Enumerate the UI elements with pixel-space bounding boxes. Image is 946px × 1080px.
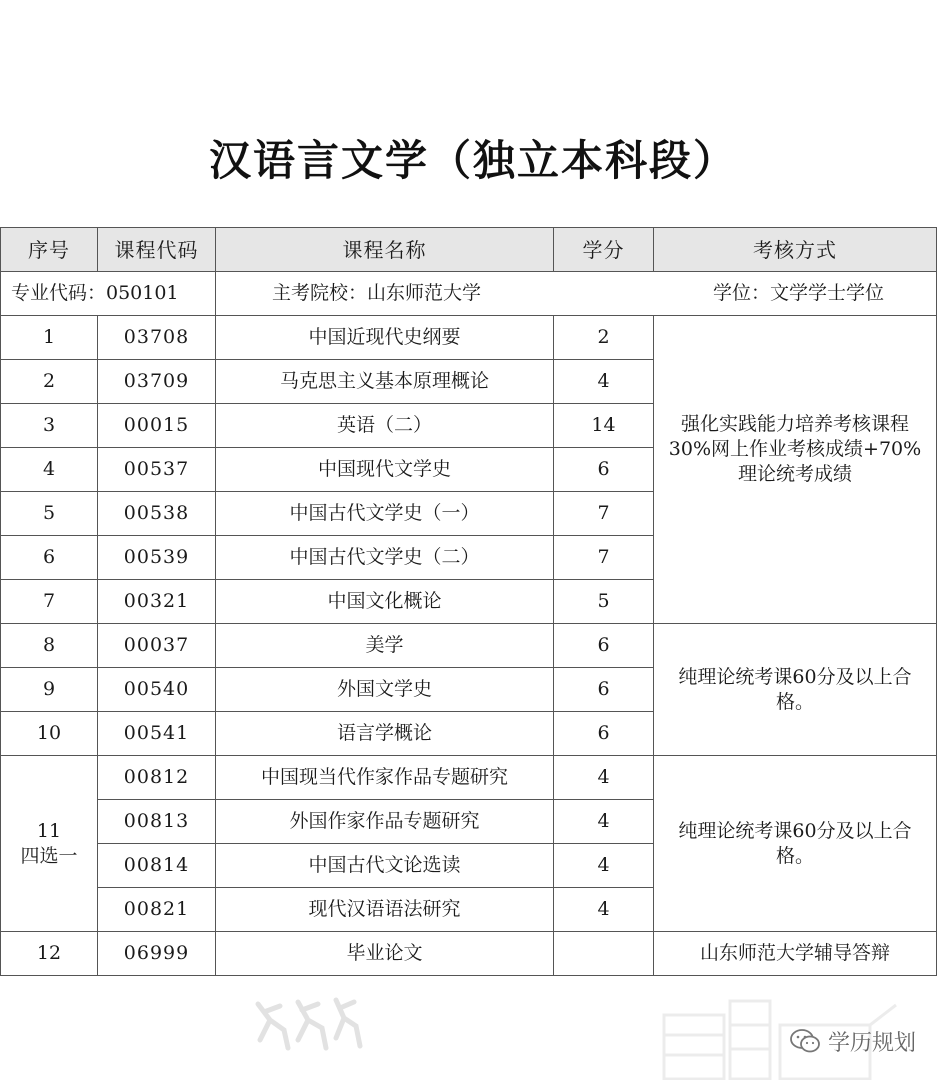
row-code: 00538 [98, 492, 216, 536]
row-name: 英语（二） [216, 404, 554, 448]
row-credit: 7 [554, 536, 654, 580]
method-group2: 纯理论统考课60分及以上合格。 [654, 624, 937, 756]
row-code: 00814 [98, 844, 216, 888]
row-credit: 4 [554, 844, 654, 888]
row-code: 00541 [98, 712, 216, 756]
row-code: 00539 [98, 536, 216, 580]
row-code: 00813 [98, 800, 216, 844]
row-credit: 14 [554, 404, 654, 448]
row-code: 00821 [98, 888, 216, 932]
row-code: 00037 [98, 624, 216, 668]
row-code: 00321 [98, 580, 216, 624]
info-row [1, 272, 937, 316]
row-credit: 4 [554, 800, 654, 844]
school-degree-cell [216, 272, 937, 316]
table-row [1, 932, 937, 976]
row-name: 中国古代文学史（一） [216, 492, 554, 536]
row-code: 03708 [98, 316, 216, 360]
row-no: 2 [1, 360, 98, 404]
row-no-elective: 11 四选一 [1, 756, 98, 932]
row-credit: 7 [554, 492, 654, 536]
row-credit [554, 932, 654, 976]
row-name: 马克思主义基本原理概论 [216, 360, 554, 404]
row-credit: 6 [554, 668, 654, 712]
row-no: 7 [1, 580, 98, 624]
page-title: 汉语言文学（独立本科段） [208, 136, 737, 185]
header-no: 序号 [1, 228, 98, 272]
row-credit: 4 [554, 756, 654, 800]
row-credit: 6 [554, 712, 654, 756]
degree: 学位：文学学士学位 [712, 282, 884, 305]
row-name: 毕业论文 [216, 932, 554, 976]
row-name: 外国文学史 [216, 668, 554, 712]
row-credit: 6 [554, 624, 654, 668]
row-credit: 4 [554, 360, 654, 404]
row-name: 中国古代文学史（二） [216, 536, 554, 580]
row-code: 00812 [98, 756, 216, 800]
course-table [0, 227, 937, 976]
wechat-icon [790, 1028, 820, 1054]
row-credit: 2 [554, 316, 654, 360]
row-no: 12 [1, 932, 98, 976]
row-no: 4 [1, 448, 98, 492]
method-group3: 纯理论统考课60分及以上合格。 [654, 756, 937, 932]
header-method: 考核方式 [654, 228, 937, 272]
table-row [1, 624, 937, 668]
row-name: 中国近现代史纲要 [216, 316, 554, 360]
method-group1: 强化实践能力培养考核课程30%网上作业考核成绩+70%理论统考成绩 [654, 316, 937, 624]
row-no: 6 [1, 536, 98, 580]
row-name: 外国作家作品专题研究 [216, 800, 554, 844]
header-row [1, 228, 937, 272]
row-name: 中国现当代作家作品专题研究 [216, 756, 554, 800]
row-code: 06999 [98, 932, 216, 976]
row-credit: 6 [554, 448, 654, 492]
table-row [1, 316, 937, 360]
brand-name: 学历规划 [828, 1030, 917, 1056]
header-code: 课程代码 [98, 228, 216, 272]
row-name: 中国现代文学史 [216, 448, 554, 492]
row-name: 中国古代文论选读 [216, 844, 554, 888]
row-name: 语言学概论 [216, 712, 554, 756]
school: 主考院校：山东师范大学 [272, 282, 482, 305]
row-credit: 5 [554, 580, 654, 624]
runners-watermark-icon [240, 990, 370, 1054]
brand-watermark [790, 1024, 916, 1058]
table-row [1, 756, 937, 800]
row-code: 00015 [98, 404, 216, 448]
row-credit: 4 [554, 888, 654, 932]
row-name: 中国文化概论 [216, 580, 554, 624]
header-name: 课程名称 [216, 228, 554, 272]
row-no: 5 [1, 492, 98, 536]
row-no: 8 [1, 624, 98, 668]
row-name: 美学 [216, 624, 554, 668]
header-credit: 学分 [554, 228, 654, 272]
row-no: 10 [1, 712, 98, 756]
row-code: 03709 [98, 360, 216, 404]
row-code: 00540 [98, 668, 216, 712]
row-name: 现代汉语语法研究 [216, 888, 554, 932]
major-code: 专业代码：050101 [1, 272, 216, 316]
method-group4: 山东师范大学辅导答辩 [654, 932, 937, 976]
row-code: 00537 [98, 448, 216, 492]
row-no: 1 [1, 316, 98, 360]
row-no: 3 [1, 404, 98, 448]
row-no: 9 [1, 668, 98, 712]
